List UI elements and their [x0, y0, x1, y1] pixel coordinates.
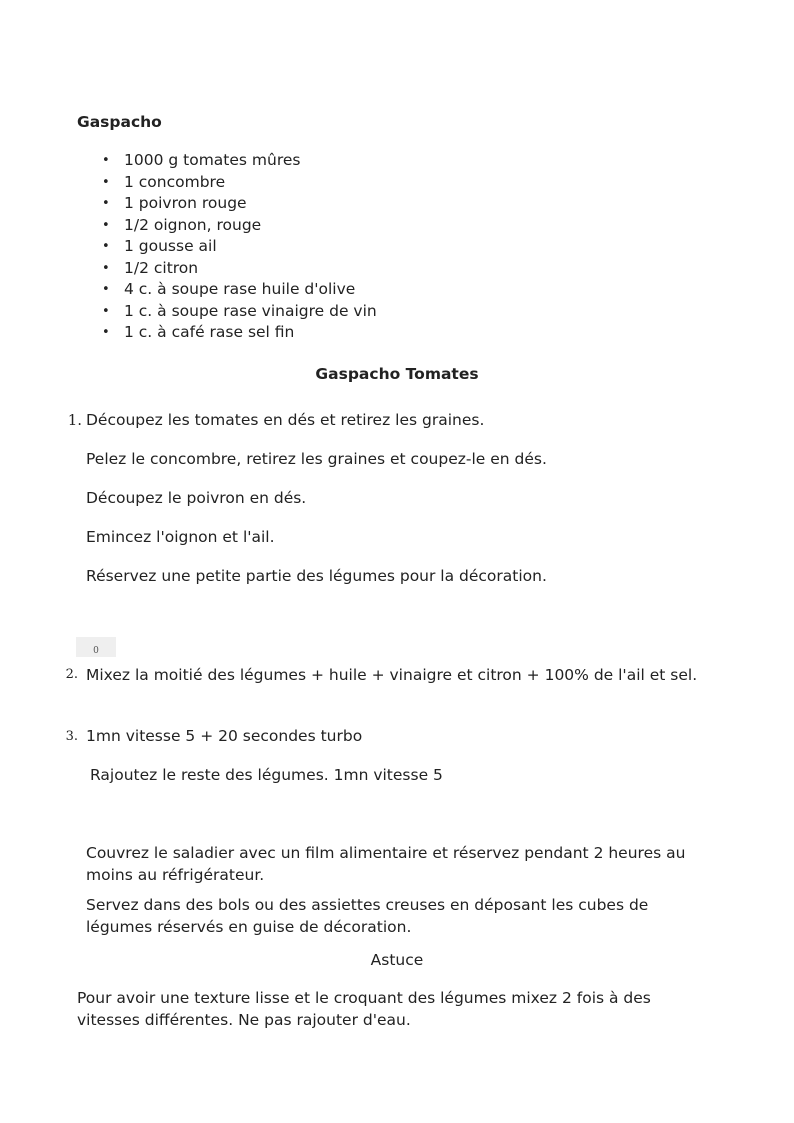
step-3-number: 3.	[65, 729, 78, 744]
step-1-paragraph: Pelez le concombre, retirez les graines et coupez-le en dés.	[86, 450, 547, 468]
bullet-icon: •	[102, 282, 110, 297]
ingredient-item	[102, 279, 377, 301]
tip-title: Astuce	[370, 951, 424, 969]
bullet-icon: •	[102, 260, 110, 276]
bullet-icon: •	[102, 239, 110, 254]
recipe-title: Gaspacho	[77, 113, 162, 131]
ingredient-text: 1 c. à café rase sel fin	[124, 323, 295, 341]
step-3-text: 1mn vitesse 5 + 20 secondes turbo	[86, 727, 363, 745]
ingredient-item	[102, 258, 377, 280]
step-1-paragraph: Découpez le poivron en dés.	[86, 489, 307, 507]
section-title: Gaspacho Tomates	[315, 365, 479, 383]
serve-paragraph: Servez dans des bols ou des assiettes creuses en déposant les cubes de légumes réservés en guise de décoration.	[86, 896, 649, 936]
ingredient-text: 1 concombre	[124, 172, 226, 191]
ingredient-text: 1 poivron rouge	[124, 194, 247, 212]
ingredient-item	[102, 301, 377, 323]
ingredient-list	[102, 150, 377, 344]
tip-paragraph: Pour avoir une texture lisse et le croquant des légumes mixez 2 fois à des vitesses différentes. Ne pas rajouter d'eau.	[77, 989, 651, 1029]
step-3-paragraph: Rajoutez le reste des légumes. 1mn vitesse 5	[90, 766, 443, 784]
step-2-text: Mixez la moitié des légumes + huile + vinaigre et citron + 100% de l'ail et sel.	[86, 666, 698, 684]
ingredient-text: 1 gousse ail	[124, 237, 217, 255]
bullet-icon: •	[102, 153, 110, 168]
step-1-paragraph: Réservez une petite partie des légumes pour la décoration.	[86, 567, 547, 585]
bullet-icon: •	[102, 325, 110, 340]
bullet-icon: •	[102, 196, 110, 211]
ingredient-item	[102, 215, 377, 237]
step-1-text: Découpez les tomates en dés et retirez les graines.	[86, 411, 485, 429]
cover-paragraph: Couvrez le saladier avec un film alimentaire et réservez pendant 2 heures au moins au réfrigérateur.	[86, 844, 686, 884]
ingredient-text: 1000 g tomates mûres	[124, 151, 301, 169]
ingredient-text: 1/2 citron	[124, 258, 199, 277]
ingredient-item	[102, 322, 377, 344]
step-2-number: 2.	[65, 667, 78, 682]
bullet-icon: •	[102, 217, 110, 233]
step-1-paragraph: Emincez l'oignon et l'ail.	[86, 528, 275, 546]
ingredient-text: 1 c. à soupe rase vinaigre de vin	[124, 301, 377, 320]
ingredient-text: 1/2 oignon, rouge	[124, 215, 262, 234]
ingredient-item	[102, 150, 377, 172]
bullet-icon: •	[102, 303, 110, 319]
image-placeholder: 0	[76, 637, 116, 657]
ingredient-item	[102, 172, 377, 194]
ingredient-text: 4 c. à soupe rase huile d'olive	[124, 280, 356, 298]
bullet-icon: •	[102, 174, 110, 190]
ingredient-item	[102, 193, 377, 215]
step-1-number: 1.	[67, 411, 82, 429]
ingredient-item	[102, 236, 377, 258]
